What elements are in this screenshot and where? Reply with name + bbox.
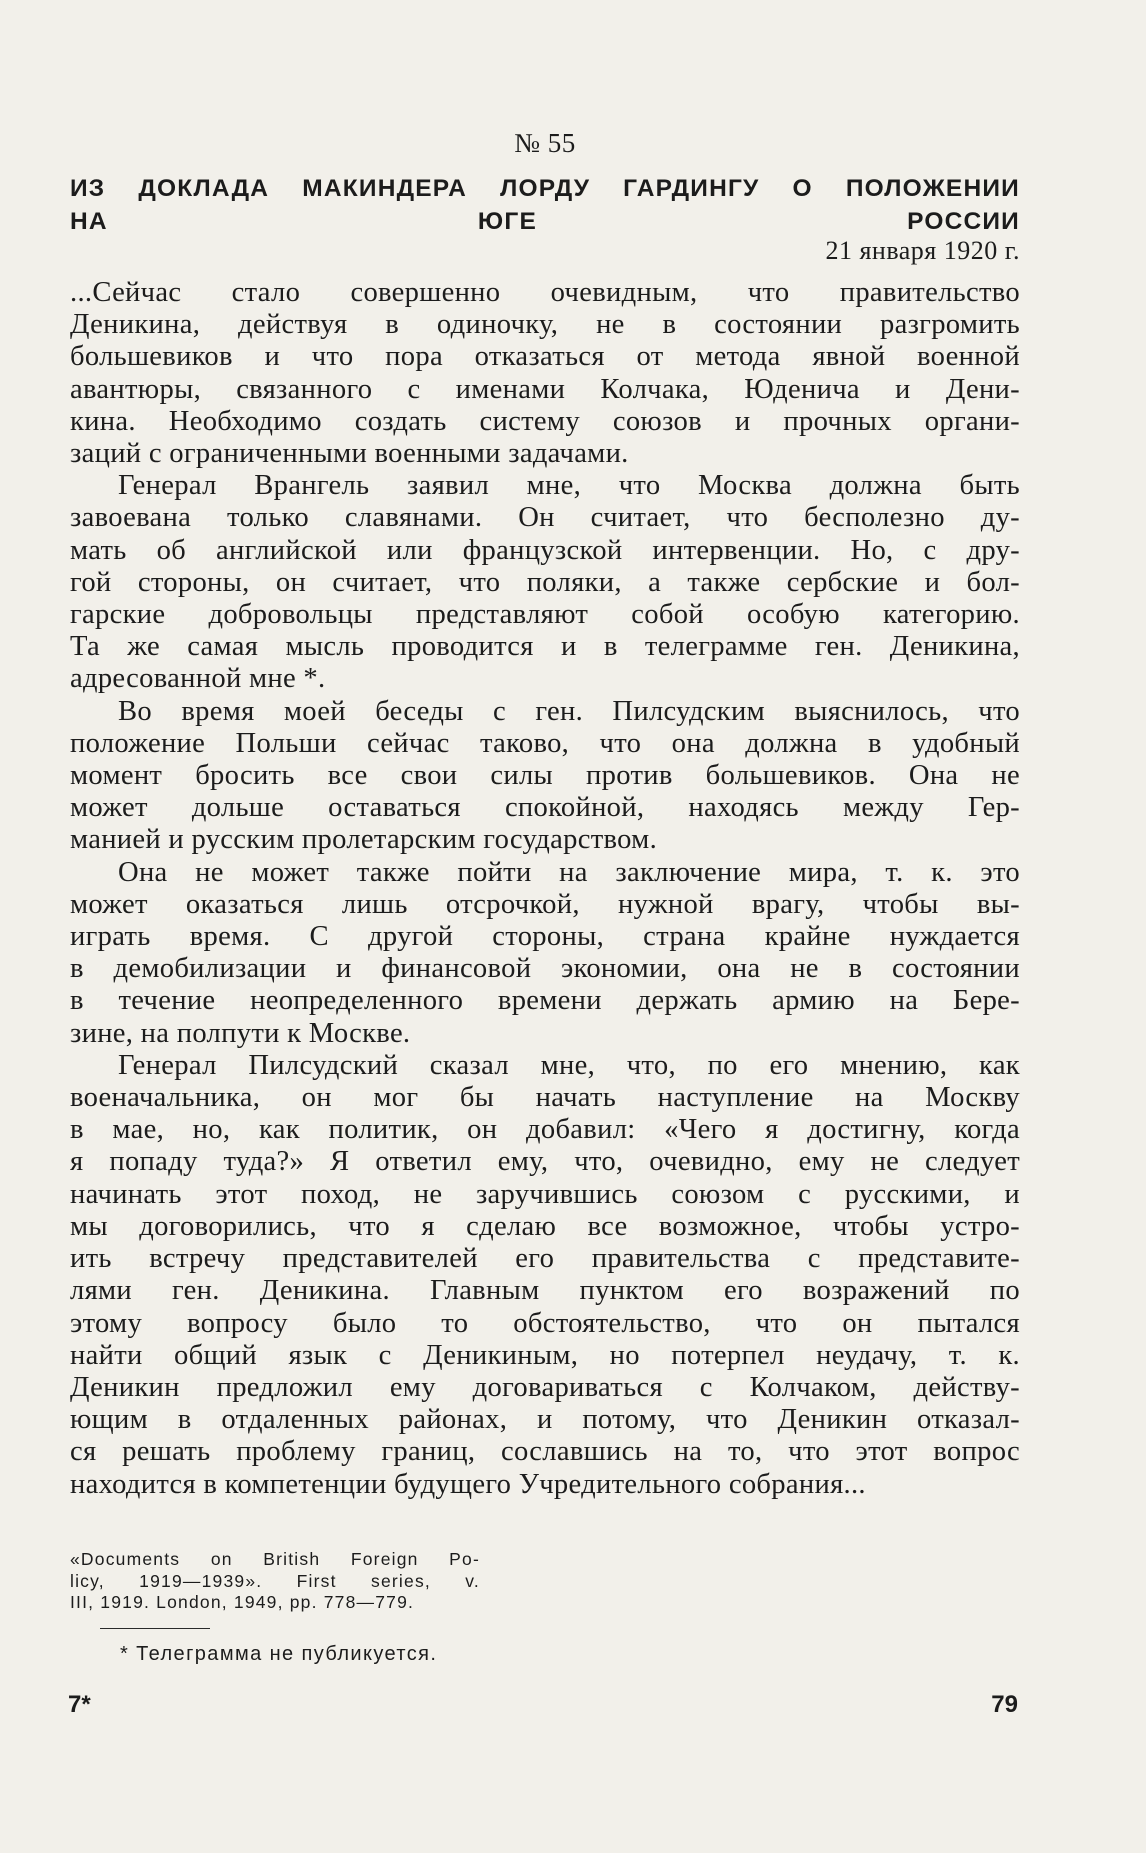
text-line: завоевана только славянами. Он считает, что бесполезно ду- — [70, 502, 1020, 534]
text-line: находится в компетенции будущего Учредительного собрания... — [70, 1468, 866, 1500]
text-line: Та же самая мысль проводится и в телеграмме ген. Деникина, — [70, 631, 1020, 663]
text-line: ...Сейчас стало совершенно очевидным, что правительство — [70, 277, 1020, 308]
text-line: Генерал Пилсудский сказал мне, что, по его мнению, как — [118, 1049, 1020, 1081]
text-line: начинать этот поход, не заручившись союзом с русскими, и — [70, 1178, 1020, 1210]
text-line: в течение неопределенного времени держать армию на Бере- — [70, 985, 1020, 1017]
text-line: играть время. С другой стороны, страна крайне нуждается — [70, 921, 1020, 953]
text-line: ся решать проблему границ, сославшись на то, что этот вопрос — [70, 1436, 1020, 1468]
text-line: Она не может также пойти на заключение мира, т. к. это — [118, 856, 1020, 888]
text-line: лями ген. Деникина. Главным пунктом его возражений по — [70, 1275, 1020, 1307]
paragraph-4 — [70, 857, 1020, 1050]
text-line: заций с ограниченными военными задачами. — [70, 438, 629, 470]
text-line: Деникина, действуя в одиночку, не в состоянии разгромить — [70, 309, 1020, 341]
footnote-divider — [100, 1628, 210, 1629]
paragraph-2 — [70, 470, 1020, 695]
source-citation — [70, 1549, 480, 1614]
citation-line: licy, 1919—1939». First series, v. — [70, 1570, 480, 1591]
body-text — [70, 277, 1020, 1501]
paragraph-1 — [70, 277, 1020, 470]
text-line: Во время моей беседы с ген. Пилсудским выяснилось, что — [118, 695, 1020, 727]
title-line: НА ЮГЕ РОССИИ — [70, 208, 1020, 235]
footnote: * Телеграмма не публикуется. — [120, 1643, 438, 1665]
text-line: я попаду туда?» Я ответил ему, что, очевидно, ему не следует — [70, 1146, 1020, 1178]
text-line: манией и русским пролетарским государством. — [70, 824, 658, 856]
text-line: этому вопросу было то обстоятельство, что он пытался — [70, 1307, 1020, 1339]
text-line: адресованной мне *. — [70, 663, 326, 695]
document-number: № 55 — [514, 128, 576, 158]
text-line: военачальника, он мог бы начать наступление на Москву — [70, 1082, 1020, 1114]
paragraph-5 — [70, 1050, 1020, 1501]
text-line: Генерал Врангель заявил мне, что Москва должна быть — [118, 470, 1020, 502]
text-line: ить встречу представителей его правительства с представите- — [70, 1243, 1020, 1275]
citation-line: III, 1919. London, 1949, pp. 778—779. — [70, 1592, 415, 1612]
text-line: момент бросить все свои силы против большевиков. Она не — [70, 760, 1020, 792]
text-line: мы договорились, что я сделаю все возможное, чтобы устро- — [70, 1210, 1020, 1242]
text-line: Деникин предложил ему договариваться с Колчаком, действу- — [70, 1371, 1020, 1403]
text-line: мать об английской или французской интервенции. Но, с дру- — [70, 534, 1020, 566]
text-line: найти общий язык с Деникиным, но потерпел неудачу, т. к. — [70, 1339, 1020, 1371]
title-line: ИЗ ДОКЛАДА МАКИНДЕРА ЛОРДУ ГАРДИНГУ О ПОЛОЖЕНИИ — [70, 175, 1020, 202]
text-line: в мае, но, как политик, он добавил: «Чего я достигну, когда — [70, 1114, 1020, 1146]
signature-mark: 7* — [68, 1691, 91, 1718]
text-line: может дольше оставаться спокойной, находясь между Гер- — [70, 792, 1020, 824]
text-line: в демобилизации и финансовой экономии, она не в состоянии — [70, 953, 1020, 985]
page-number: 79 — [991, 1691, 1018, 1718]
paragraph-3 — [70, 696, 1020, 857]
text-line: гарские добровольцы представляют собой особую категорию. — [70, 599, 1020, 631]
text-line: авантюры, связанного с именами Колчака, Юденича и Дени- — [70, 373, 1020, 405]
text-line: зине, на полпути к Москве. — [70, 1017, 411, 1049]
text-line: кина. Необходимо создать систему союзов и прочных органи- — [70, 405, 1020, 437]
document-title — [70, 172, 1020, 238]
text-line: гой стороны, он считает, что поляки, а также сербские и бол- — [70, 566, 1020, 598]
text-line: ющим в отдаленных районах, и потому, что Деникин отказал- — [70, 1404, 1020, 1436]
document-date: 21 января 1920 г. — [825, 236, 1020, 265]
text-line: большевиков и что пора отказаться от метода явной военной — [70, 341, 1020, 373]
text-line: может оказаться лишь отсрочкой, нужной врагу, чтобы вы- — [70, 888, 1020, 920]
text-line: положение Польши сейчас таково, что она должна в удобный — [70, 727, 1020, 759]
citation-line: «Documents on British Foreign Po- — [70, 1549, 480, 1569]
